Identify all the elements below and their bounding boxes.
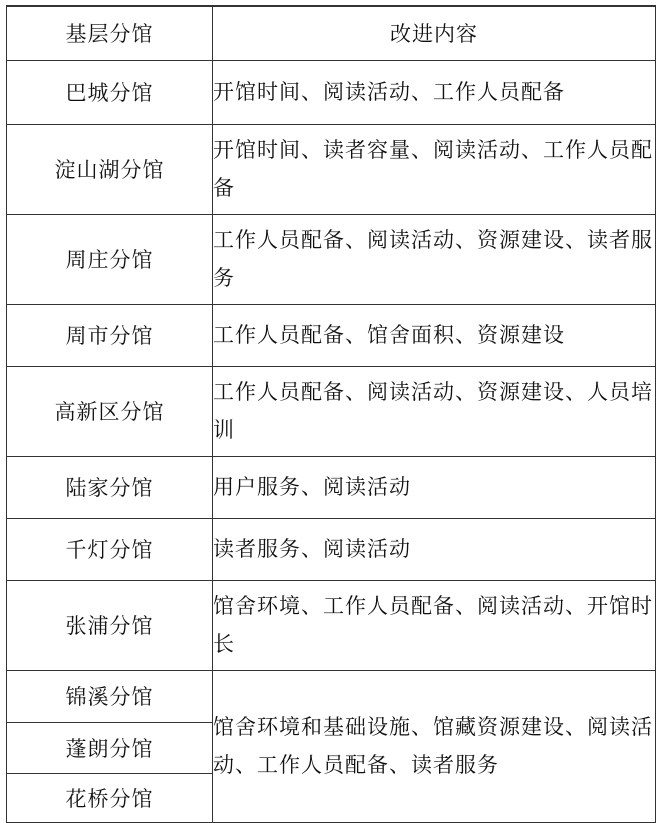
content-cell: 馆舍环境、工作人员配备、阅读活动、开馆时长 xyxy=(213,580,656,670)
branch-cell: 淀山湖分馆 xyxy=(7,124,213,214)
table-row xyxy=(7,580,656,670)
branch-cell: 周庄分馆 xyxy=(7,214,213,304)
branch-cell: 蓬朗分馆 xyxy=(7,722,213,773)
content-cell: 工作人员配备、阅读活动、资源建设、读者服务 xyxy=(213,214,656,304)
table-row xyxy=(7,518,656,580)
branch-cell: 张浦分馆 xyxy=(7,580,213,670)
branch-cell: 千灯分馆 xyxy=(7,518,213,580)
table-row xyxy=(7,670,656,722)
table-row xyxy=(7,304,656,366)
content-cell: 用户服务、阅读活动 xyxy=(213,456,656,518)
table-row xyxy=(7,366,656,456)
table-row xyxy=(7,60,656,124)
group-content-cell: 馆舍环境和基础设施、馆藏资源建设、阅读活动、工作人员配备、读者服务 xyxy=(213,670,656,822)
header-branch: 基层分馆 xyxy=(7,6,213,60)
branch-cell: 周市分馆 xyxy=(7,304,213,366)
content-cell: 工作人员配备、馆舍面积、资源建设 xyxy=(213,304,656,366)
branch-cell: 锦溪分馆 xyxy=(7,670,213,722)
branch-improvement-table xyxy=(6,5,656,823)
content-cell: 工作人员配备、阅读活动、资源建设、人员培训 xyxy=(213,366,656,456)
branch-cell: 高新区分馆 xyxy=(7,366,213,456)
table-header-row xyxy=(7,6,656,60)
table-row xyxy=(7,456,656,518)
branch-cell: 陆家分馆 xyxy=(7,456,213,518)
header-content: 改进内容 xyxy=(213,6,656,60)
content-cell: 读者服务、阅读活动 xyxy=(213,518,656,580)
branch-cell: 花桥分馆 xyxy=(7,773,213,822)
table-row xyxy=(7,124,656,214)
branch-cell: 巴城分馆 xyxy=(7,60,213,124)
table-row xyxy=(7,214,656,304)
content-cell: 开馆时间、阅读活动、工作人员配备 xyxy=(213,60,656,124)
content-cell: 开馆时间、读者容量、阅读活动、工作人员配备 xyxy=(213,124,656,214)
